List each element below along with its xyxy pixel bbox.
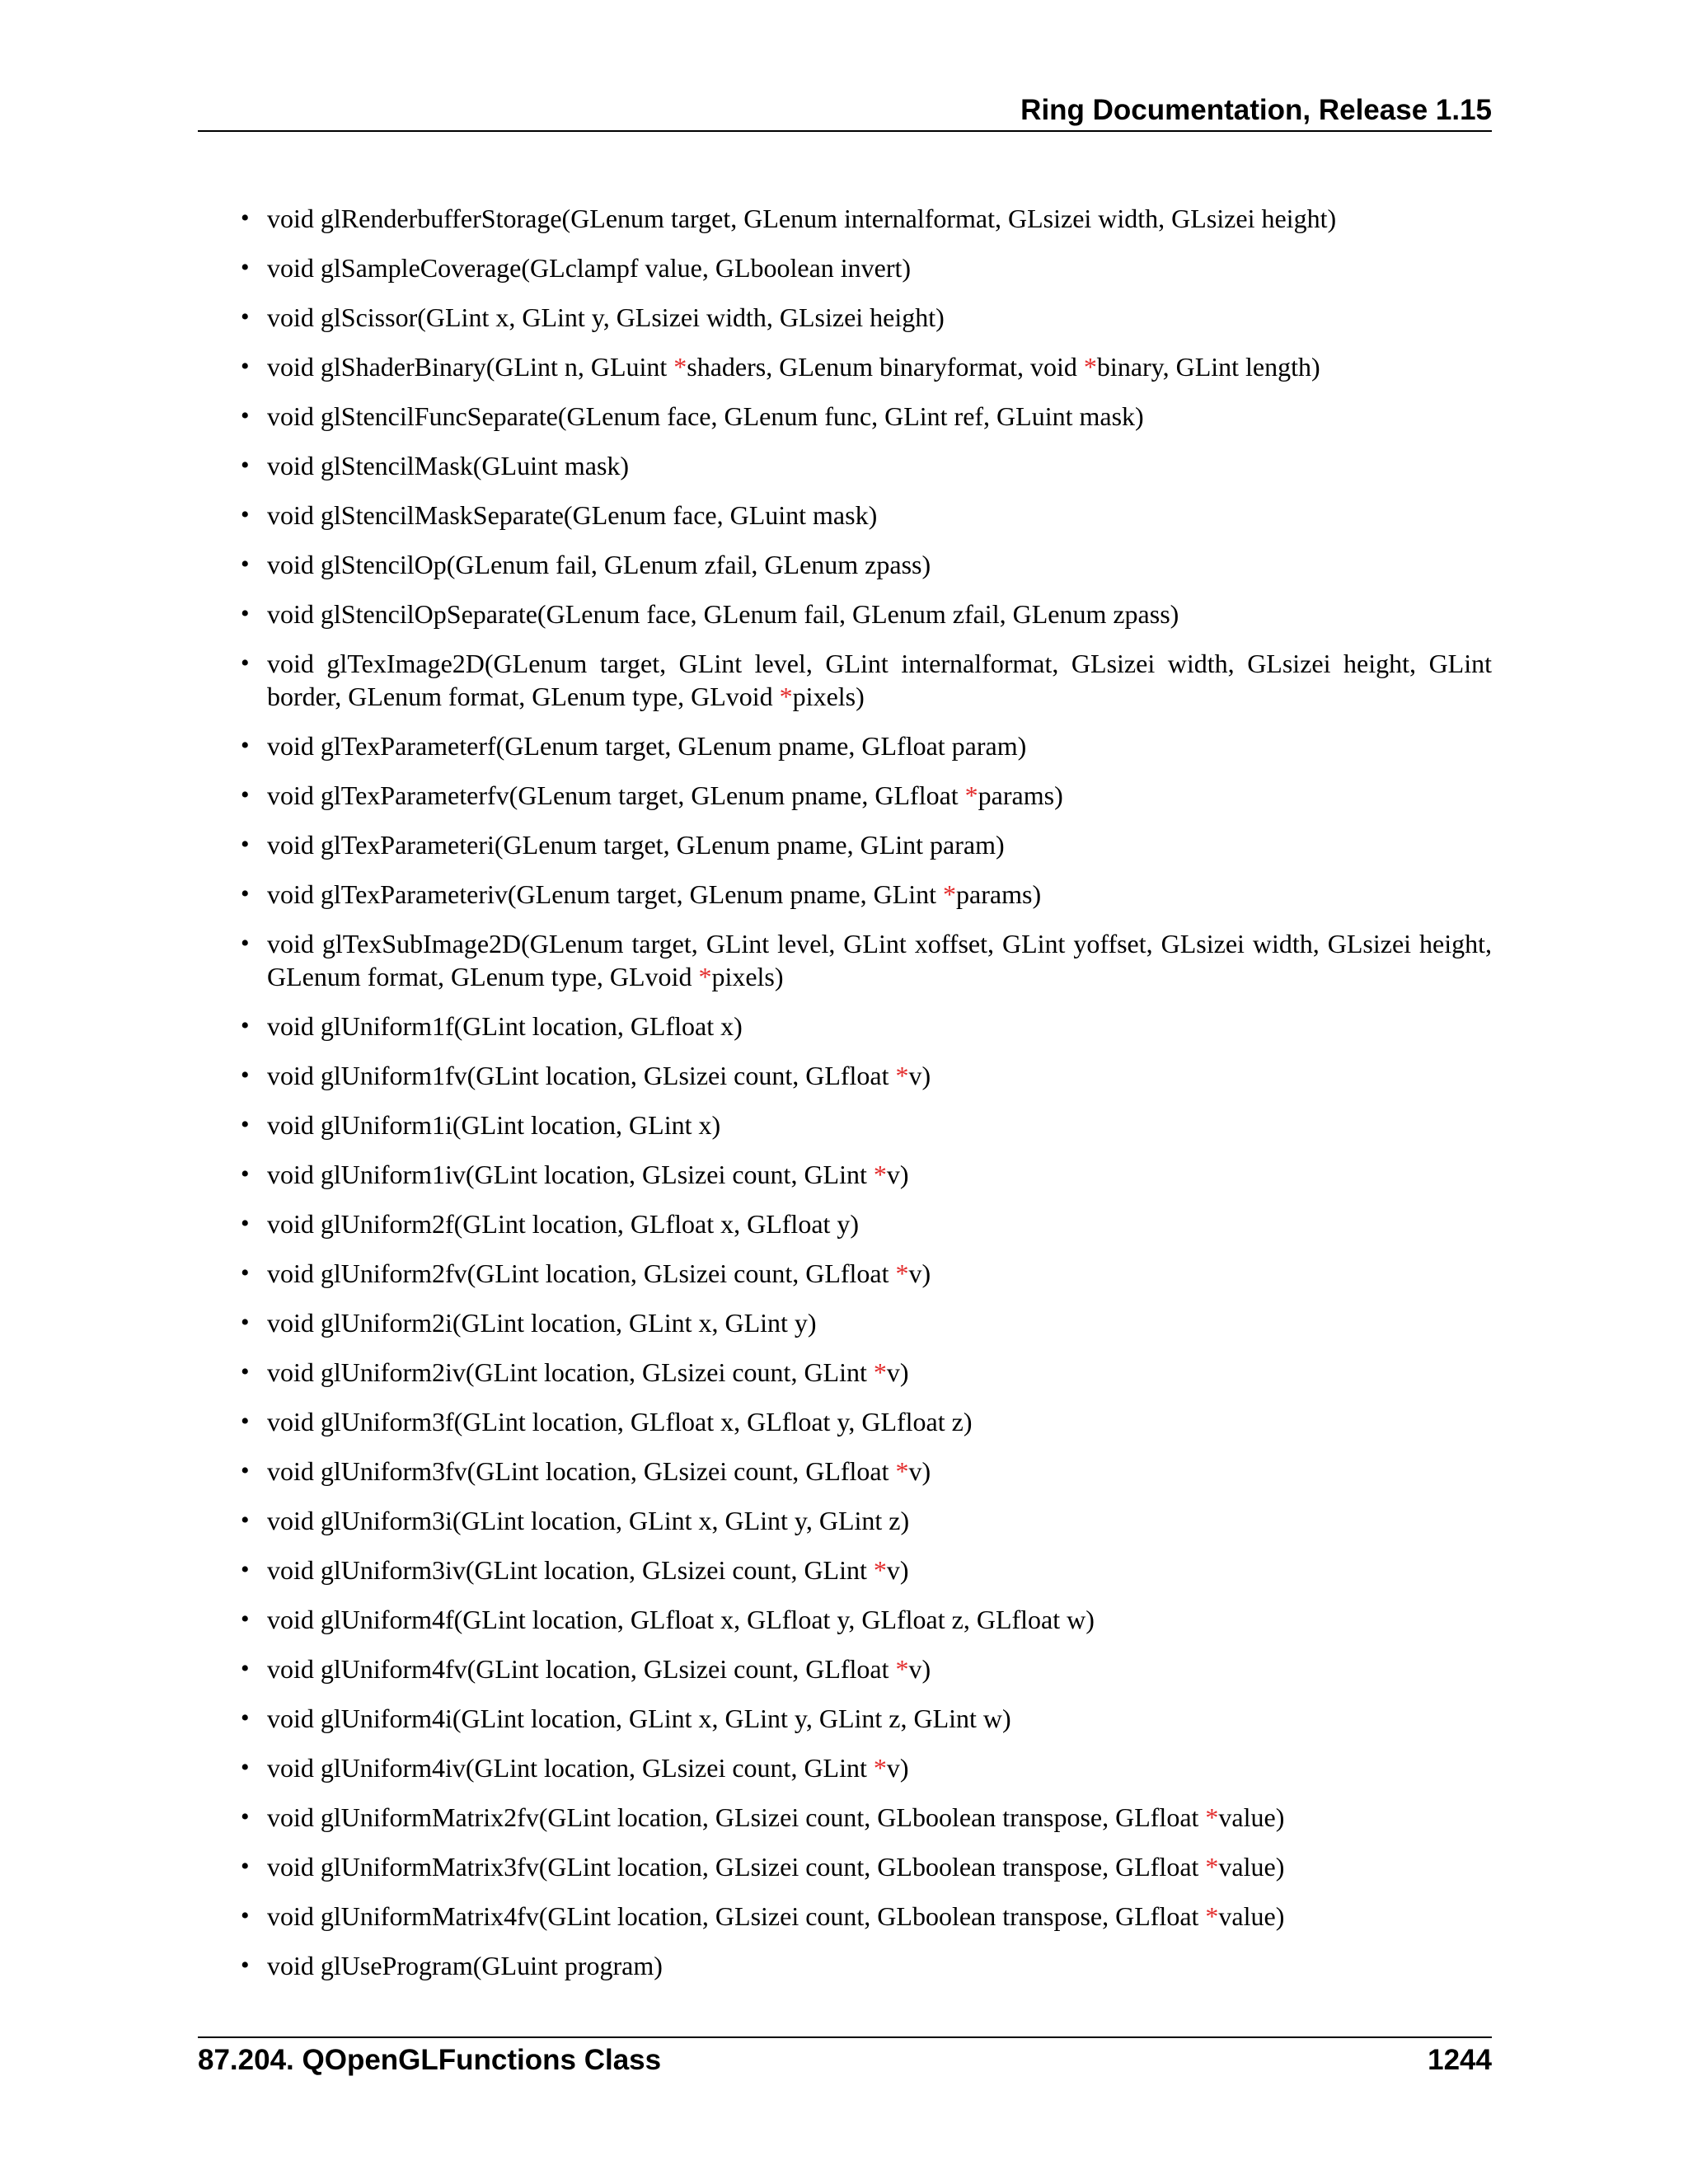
- bullet-icon: •: [241, 551, 250, 578]
- bullet-icon: •: [241, 1012, 250, 1039]
- signature-text: void glUniformMatrix3fv(GLint location, GLsizei count, GLboolean transpose, GLfloat: [267, 1852, 1206, 1882]
- bullet-icon: •: [241, 1704, 250, 1732]
- signature-text: void glUniform4i(GLint location, GLint x, GLint y, GLint z, GLint w): [267, 1704, 1011, 1733]
- signature-text: void glUseProgram(GLuint program): [267, 1951, 663, 1980]
- signature-text: void glUniform4iv(GLint location, GLsizei count, GLint: [267, 1753, 874, 1783]
- signature-text: void glStencilFuncSeparate(GLenum face, GLenum func, GLint ref, GLuint mask): [267, 401, 1144, 431]
- function-signature-item: [241, 1801, 1492, 1834]
- pointer-asterisk: *: [873, 1753, 887, 1783]
- signature-text: void glUniform2i(GLint location, GLint x, GLint y): [267, 1308, 817, 1338]
- bullet-icon: •: [241, 204, 250, 232]
- bullet-icon: •: [241, 1507, 250, 1534]
- function-signature-item: [241, 779, 1492, 812]
- signature-text: void glUniform2iv(GLint location, GLsizei count, GLint: [267, 1357, 874, 1387]
- function-signature-item: [241, 1306, 1492, 1339]
- function-signature-item: [241, 1850, 1492, 1883]
- signature-text: shaders, GLenum binaryformat, void: [687, 352, 1084, 382]
- pointer-asterisk: *: [943, 879, 957, 909]
- function-signature-item: [241, 1405, 1492, 1438]
- function-signature-item: [241, 729, 1492, 762]
- signature-text: params): [956, 879, 1042, 909]
- function-signature-item: [241, 647, 1492, 713]
- signature-text: pixels): [711, 962, 784, 991]
- signature-text: void glTexParameteriv(GLenum target, GLenum pname, GLint: [267, 879, 944, 909]
- signature-text: v): [908, 1654, 931, 1684]
- signature-text: v): [908, 1061, 931, 1090]
- function-signature-item: [241, 548, 1492, 581]
- signature-text: void glStencilOpSeparate(GLenum face, GLenum fail, GLenum zfail, GLenum zpass): [267, 599, 1179, 629]
- bullet-icon: •: [241, 303, 250, 330]
- signature-text: void glStencilMask(GLuint mask): [267, 451, 630, 480]
- bullet-icon: •: [241, 1853, 250, 1880]
- bullet-icon: •: [241, 1605, 250, 1633]
- pointer-asterisk: *: [873, 1160, 887, 1189]
- signature-text: void glStencilOp(GLenum fail, GLenum zfail, GLenum zpass): [267, 550, 931, 579]
- function-signature-item: [241, 927, 1492, 993]
- bullet-icon: •: [241, 1259, 250, 1286]
- function-signature-item: [241, 1900, 1492, 1933]
- pointer-asterisk: *: [1083, 352, 1097, 382]
- function-signature-item: [241, 1207, 1492, 1240]
- signature-text: params): [978, 780, 1063, 810]
- bullet-icon: •: [241, 1754, 250, 1781]
- bullet-icon: •: [241, 1952, 250, 1979]
- page-number: 1244: [1428, 2044, 1492, 2076]
- pointer-asterisk: *: [698, 962, 712, 991]
- header-divider: [198, 130, 1492, 132]
- pointer-asterisk: *: [873, 1555, 887, 1585]
- bullet-icon: •: [241, 781, 250, 808]
- signature-text: void glUniformMatrix2fv(GLint location, GLsizei count, GLboolean transpose, GLfloat: [267, 1802, 1206, 1832]
- signature-text: v): [886, 1555, 909, 1585]
- signature-text: void glUniform1iv(GLint location, GLsizei count, GLint: [267, 1160, 874, 1189]
- function-signature-item: [241, 1356, 1492, 1389]
- pointer-asterisk: *: [673, 352, 687, 382]
- bullet-icon: •: [241, 1902, 250, 1929]
- pointer-asterisk: *: [895, 1654, 909, 1684]
- signature-text: void glUniform3iv(GLint location, GLsizei count, GLint: [267, 1555, 874, 1585]
- signature-text: void glShaderBinary(GLint n, GLuint: [267, 352, 674, 382]
- signature-text: v): [908, 1258, 931, 1288]
- signature-text: void glUniform1f(GLint location, GLfloat x): [267, 1011, 743, 1041]
- function-signature-list: [241, 202, 1492, 1999]
- pointer-asterisk: *: [895, 1061, 909, 1090]
- function-signature-item: [241, 878, 1492, 911]
- signature-text: v): [886, 1160, 909, 1189]
- signature-text: value): [1218, 1802, 1285, 1832]
- pointer-asterisk: *: [895, 1456, 909, 1486]
- pointer-asterisk: *: [779, 682, 793, 711]
- bullet-icon: •: [241, 1556, 250, 1583]
- bullet-icon: •: [241, 1358, 250, 1385]
- bullet-icon: •: [241, 1655, 250, 1682]
- pointer-asterisk: *: [1205, 1901, 1219, 1931]
- function-signature-item: [241, 1603, 1492, 1636]
- signature-text: void glTexParameterfv(GLenum target, GLenum pname, GLfloat: [267, 780, 965, 810]
- function-signature-item: [241, 251, 1492, 284]
- function-signature-item: [241, 1158, 1492, 1191]
- bullet-icon: •: [241, 452, 250, 479]
- signature-text: value): [1218, 1852, 1285, 1882]
- signature-text: void glUniform3i(GLint location, GLint x, GLint y, GLint z): [267, 1506, 910, 1535]
- function-signature-item: [241, 1059, 1492, 1092]
- bullet-icon: •: [241, 732, 250, 759]
- bullet-icon: •: [241, 1309, 250, 1336]
- bullet-icon: •: [241, 1062, 250, 1089]
- signature-text: void glTexParameterf(GLenum target, GLenum pname, GLfloat param): [267, 731, 1027, 761]
- signature-text: void glSampleCoverage(GLclampf value, GLboolean invert): [267, 253, 912, 283]
- function-signature-item: [241, 1652, 1492, 1685]
- signature-text: v): [908, 1456, 931, 1486]
- signature-text: void glUniform1fv(GLint location, GLsizei count, GLfloat: [267, 1061, 896, 1090]
- bullet-icon: •: [241, 880, 250, 907]
- function-signature-item: [241, 301, 1492, 334]
- bullet-icon: •: [241, 649, 250, 677]
- bullet-icon: •: [241, 831, 250, 858]
- running-header-title: Ring Documentation, Release 1.15: [1020, 94, 1492, 126]
- signature-text: void glUniform2f(GLint location, GLfloat x, GLfloat y): [267, 1209, 860, 1239]
- pointer-asterisk: *: [895, 1258, 909, 1288]
- pointer-asterisk: *: [1205, 1852, 1219, 1882]
- function-signature-item: [241, 1108, 1492, 1141]
- signature-text: void glUniformMatrix4fv(GLint location, GLsizei count, GLboolean transpose, GLfloat: [267, 1901, 1206, 1931]
- bullet-icon: •: [241, 600, 250, 627]
- bullet-icon: •: [241, 501, 250, 528]
- signature-text: void glTexParameteri(GLenum target, GLenum pname, GLint param): [267, 830, 1005, 860]
- signature-text: void glUniform2fv(GLint location, GLsizei count, GLfloat: [267, 1258, 896, 1288]
- bullet-icon: •: [241, 1457, 250, 1484]
- function-signature-item: [241, 1751, 1492, 1784]
- function-signature-item: [241, 499, 1492, 532]
- signature-text: void glUniform3f(GLint location, GLfloat x, GLfloat y, GLfloat z): [267, 1407, 973, 1436]
- signature-text: void glUniform4f(GLint location, GLfloat x, GLfloat y, GLfloat z, GLfloat w): [267, 1605, 1095, 1634]
- signature-text: void glScissor(GLint x, GLint y, GLsizei width, GLsizei height): [267, 302, 945, 332]
- function-signature-item: [241, 202, 1492, 235]
- signature-text: binary, GLint length): [1096, 352, 1320, 382]
- bullet-icon: •: [241, 254, 250, 281]
- function-signature-item: [241, 449, 1492, 482]
- signature-text: void glStencilMaskSeparate(GLenum face, GLuint mask): [267, 500, 878, 530]
- signature-text: value): [1218, 1901, 1285, 1931]
- signature-text: void glRenderbufferStorage(GLenum target, GLenum internalformat, GLsizei width, GLsizei height): [267, 204, 1337, 233]
- pointer-asterisk: *: [964, 780, 978, 810]
- bullet-icon: •: [241, 930, 250, 957]
- function-signature-item: [241, 400, 1492, 433]
- footer-divider: [198, 2036, 1492, 2038]
- function-signature-item: [241, 1949, 1492, 1982]
- bullet-icon: •: [241, 1111, 250, 1138]
- signature-text: void glTexSubImage2D(GLenum target, GLint level, GLint xoffset, GLint yoffset, GLsizei width, GLsizei height, GLenum format, GLenum type, GLvoid: [267, 929, 1492, 991]
- footer-section-title: 87.204. QOpenGLFunctions Class: [198, 2044, 662, 2076]
- function-signature-item: [241, 1010, 1492, 1043]
- bullet-icon: •: [241, 1803, 250, 1830]
- function-signature-item: [241, 1455, 1492, 1488]
- bullet-icon: •: [241, 353, 250, 380]
- signature-text: void glUniform3fv(GLint location, GLsizei count, GLfloat: [267, 1456, 896, 1486]
- bullet-icon: •: [241, 1408, 250, 1435]
- signature-text: void glTexImage2D(GLenum target, GLint level, GLint internalformat, GLsizei width, GLsizei height, GLint border, GLenum format, GLenum type, GLvoid: [267, 649, 1492, 711]
- signature-text: pixels): [792, 682, 865, 711]
- signature-text: void glUniform4fv(GLint location, GLsizei count, GLfloat: [267, 1654, 896, 1684]
- function-signature-item: [241, 1257, 1492, 1290]
- function-signature-item: [241, 1702, 1492, 1735]
- function-signature-item: [241, 598, 1492, 630]
- function-signature-item: [241, 350, 1492, 383]
- pointer-asterisk: *: [1205, 1802, 1219, 1832]
- function-signature-item: [241, 1554, 1492, 1586]
- bullet-icon: •: [241, 1160, 250, 1188]
- signature-text: v): [886, 1753, 909, 1783]
- function-signature-item: [241, 828, 1492, 861]
- function-signature-item: [241, 1504, 1492, 1537]
- bullet-icon: •: [241, 1210, 250, 1237]
- signature-text: void glUniform1i(GLint location, GLint x): [267, 1110, 721, 1140]
- bullet-icon: •: [241, 402, 250, 429]
- signature-text: v): [886, 1357, 909, 1387]
- pointer-asterisk: *: [873, 1357, 887, 1387]
